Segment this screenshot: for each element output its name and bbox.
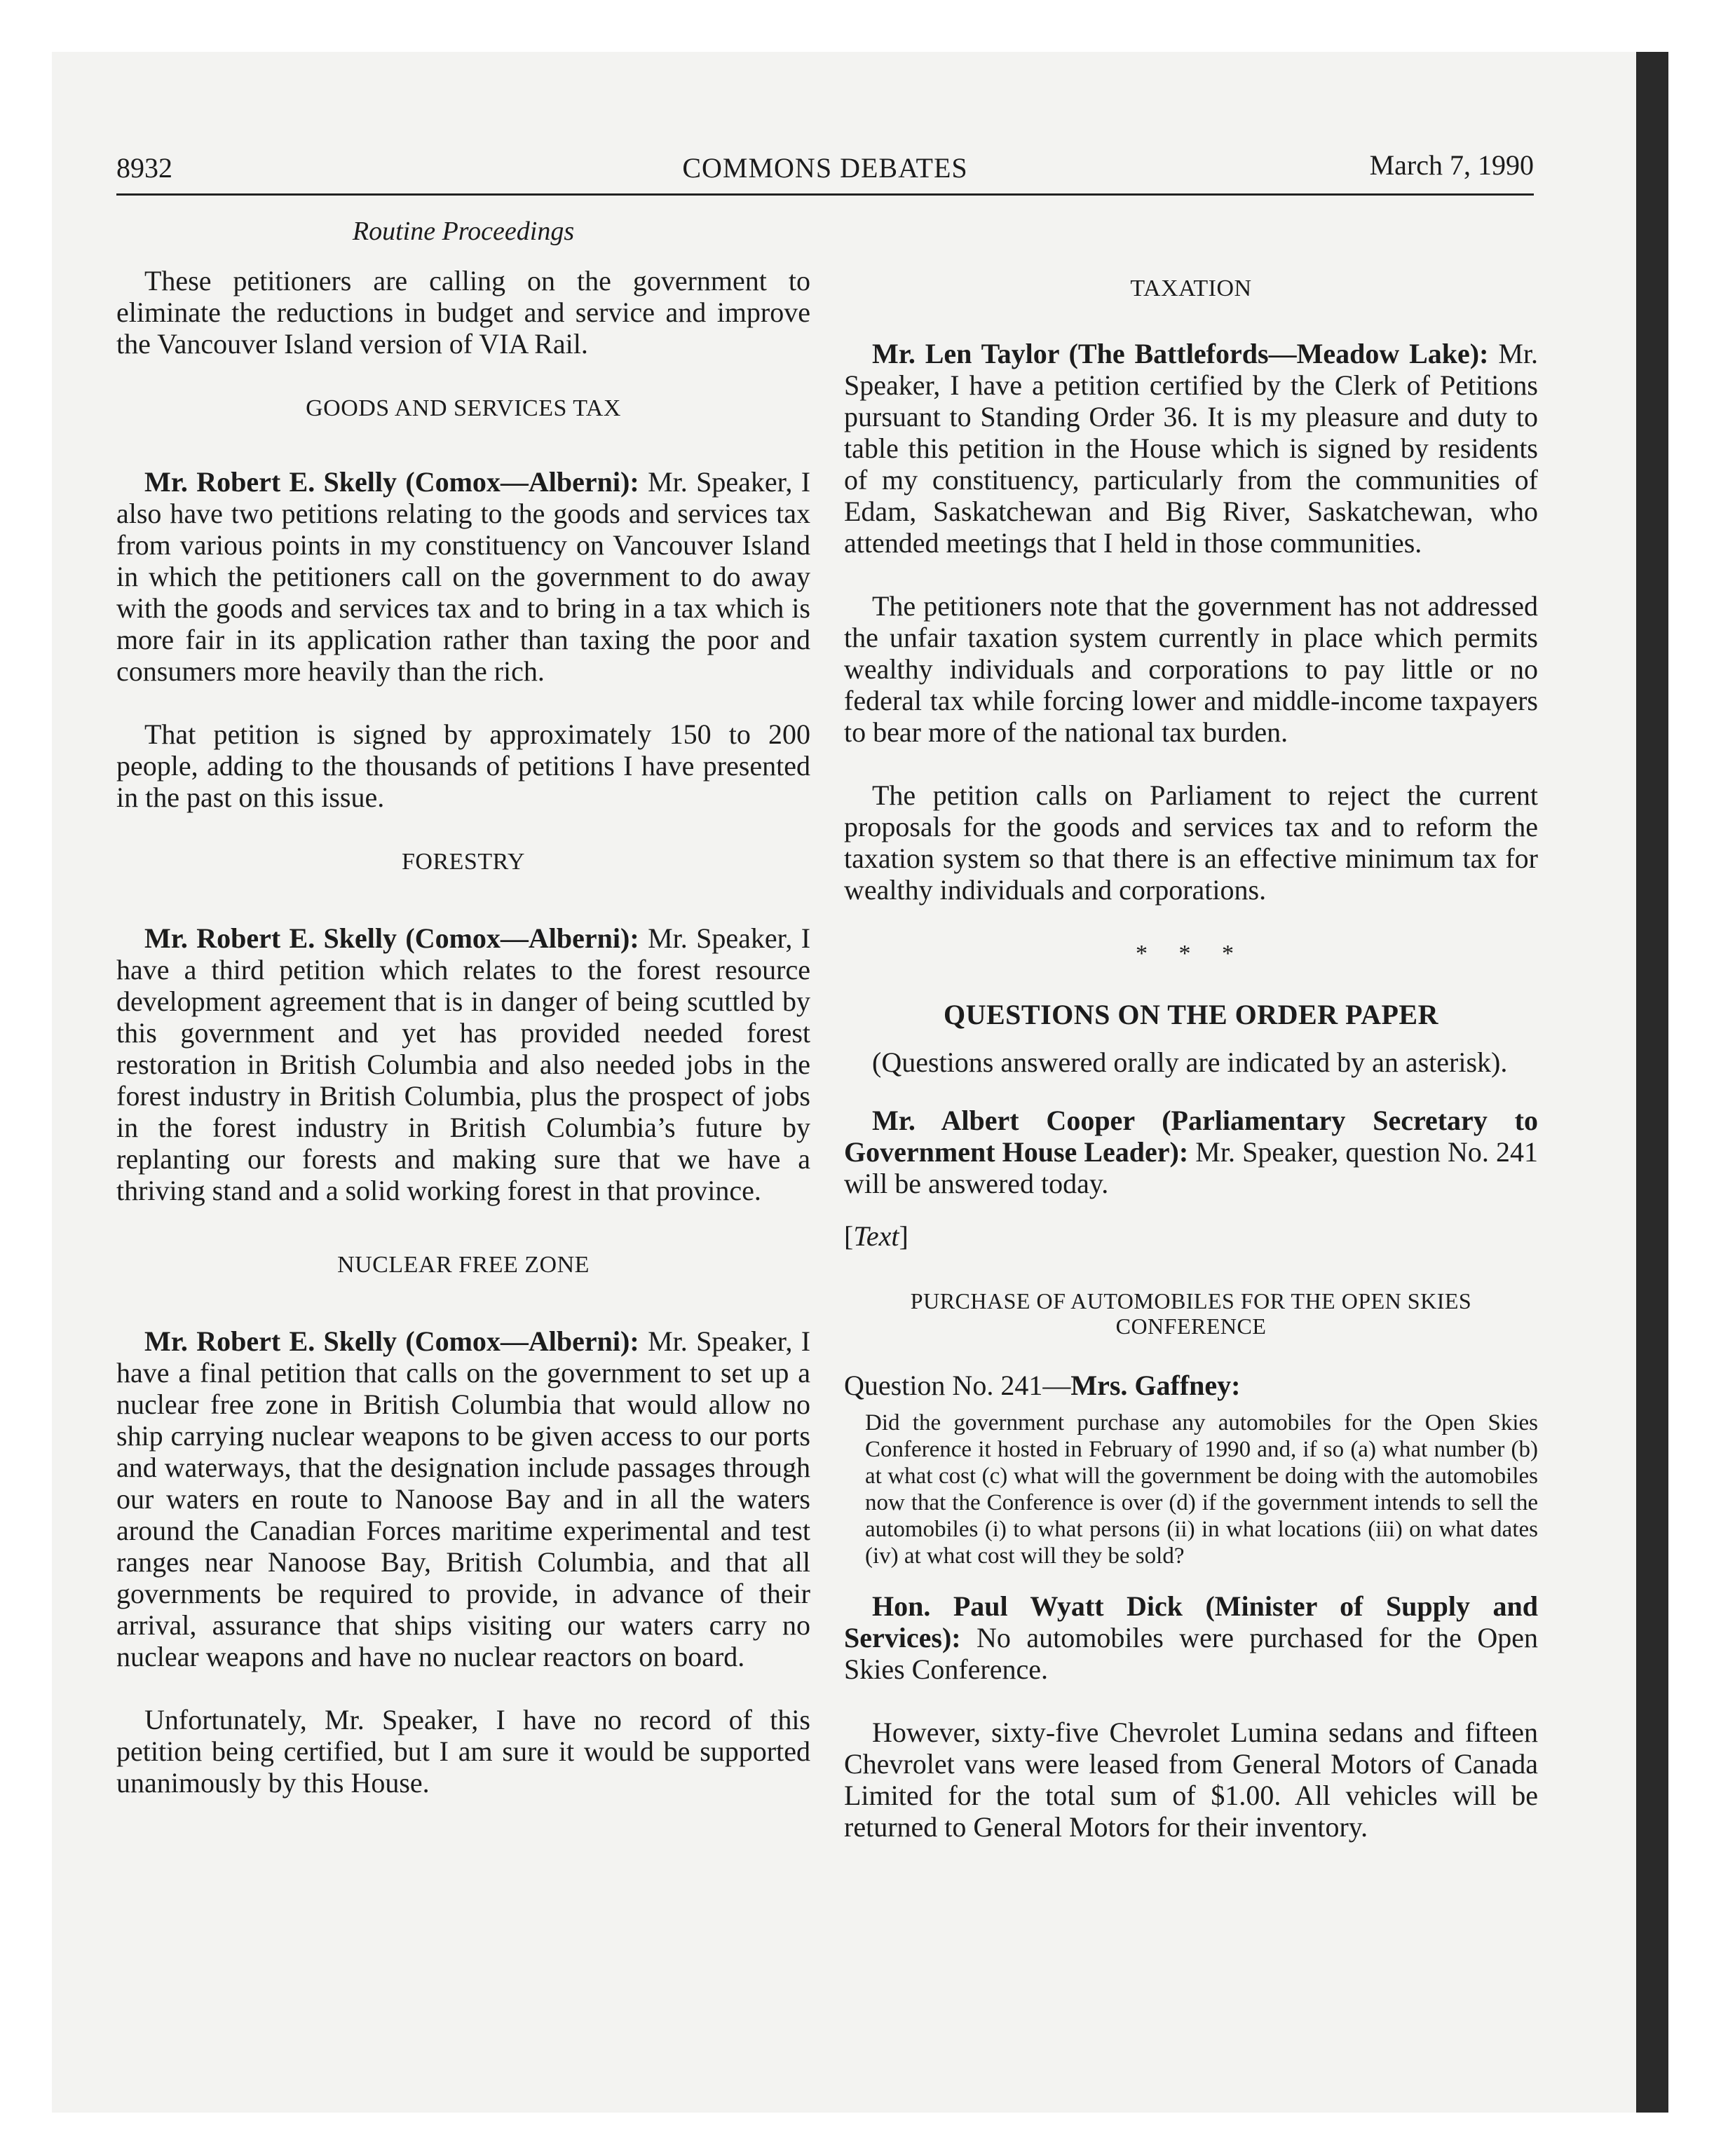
speech-text: Mr. Speaker, I have a third petition which relates to the forest resource development agreement that is in danger of being scuttled by this government and yet has provided needed forest restoration in British Columbia and also needed jobs in the forest industry in British Columbia, plus the prospect of jobs in the forest industry in British Columbia’s future by replanting our forests and making sure that we have a thriving stand and a solid working forest in that province. bbox=[116, 922, 811, 1206]
speech-text: Mr. Speaker, question No. 241 will be answered today. bbox=[844, 1136, 1539, 1199]
left-column bbox=[116, 217, 810, 1799]
speech-paragraph bbox=[116, 466, 810, 687]
speech-paragraph bbox=[844, 1590, 1538, 1685]
question-title bbox=[844, 1370, 1538, 1401]
heading-questions: QUESTIONS ON THE ORDER PAPER bbox=[944, 999, 1438, 1030]
speech-text: No automobiles were purchased for the Open Skies Conference. bbox=[844, 1622, 1539, 1685]
note-paragraph: (Questions answered orally are indicated by an asterisk). bbox=[872, 1046, 1508, 1078]
publication-title: COMMONS DEBATES bbox=[682, 152, 968, 184]
speaker-name: Mr. Robert E. Skelly (Comox—Alberni): bbox=[144, 1325, 639, 1357]
subheading-forestry: FORESTRY bbox=[402, 849, 525, 875]
right-column bbox=[844, 217, 1538, 1843]
page-header bbox=[116, 144, 1534, 196]
section-separator: * * * bbox=[1136, 941, 1246, 967]
speech-paragraph: The petitioners note that the government has not addressed the unfair taxation system currently in place which permits wealthy individuals and corporations to pay little or no federal tax while forcing lower and middle-income taxpayers to bear more of the national tax burden. bbox=[844, 590, 1538, 748]
speech-paragraph: The petition calls on Parliament to reject the current proposals for the goods and services tax and to reform the taxation system so that there is an effective minimum tax for wealthy individuals and corporations. bbox=[844, 779, 1538, 906]
subheading-taxation: TAXATION bbox=[1130, 275, 1252, 301]
petition-paragraph: These petitioners are calling on the government to eliminate the reductions in budget and service and improve the Vancouver Island version of VIA Rail. bbox=[116, 265, 810, 360]
subheading-gst: GOODS AND SERVICES TAX bbox=[306, 395, 621, 421]
speaker-name: Mr. Albert Cooper (Parliamentary Secretary to Government House Leader): bbox=[844, 1105, 1538, 1168]
speaker-name: Mr. Robert E. Skelly (Comox—Alberni): bbox=[144, 466, 639, 498]
scan-edge-shadow bbox=[1636, 52, 1668, 2113]
question-body: Did the government purchase any automobiles for the Open Skies Conference it hosted in February of 1990 and, if so (a) what number (b) at what cost (c) what will the government be doing with the automobiles now that the Conference is over (d) if the government intends to sell the automobiles (i) to what persons (ii) in what locations (iii) on what dates (iv) at what cost will they be sold? bbox=[865, 1410, 1538, 1569]
speech-paragraph bbox=[844, 1105, 1538, 1199]
sitting-date: March 7, 1990 bbox=[1369, 149, 1534, 181]
speaker-name: Hon. Paul Wyatt Dick (Minister of Supply and Services): bbox=[844, 1590, 1538, 1653]
section-label: Routine Proceedings bbox=[352, 217, 575, 246]
speaker-name: Mr. Robert E. Skelly (Comox—Alberni): bbox=[144, 922, 639, 954]
speech-paragraph: Unfortunately, Mr. Speaker, I have no record of this petition being certified, but I am sure it would be supported unanimously by this House. bbox=[116, 1704, 810, 1799]
subheading-purchase: PURCHASE OF AUTOMOBILES FOR THE OPEN SKIES CONFERENCE bbox=[910, 1288, 1472, 1339]
speech-paragraph bbox=[116, 1325, 810, 1672]
speech-paragraph bbox=[844, 338, 1538, 559]
petition-paragraph: That petition is signed by approximately 150 to 200 people, adding to the thousands of petitions I have presented in the past on this issue. bbox=[116, 718, 810, 813]
speech-paragraph: However, sixty-five Chevrolet Lumina sedans and fifteen Chevrolet vans were leased from General Motors of Canada Limited for the total sum of $1.00. All vehicles will be returned to General Motors for their inventory. bbox=[844, 1717, 1538, 1843]
text-marker: [Text] bbox=[844, 1220, 909, 1252]
speech-text: Mr. Speaker, I have a petition certified by the Clerk of Petitions pursuant to Standing Order 36. It is my pleasure and duty to table this petition in the House which is signed by residents of my constituency, particularly from the communities of Edam, Saskatchewan and Big River, Saskatchewan, who attended meetings that I held in those communities. bbox=[844, 338, 1538, 559]
text-marker-label: Text bbox=[853, 1220, 899, 1252]
subheading-nuclear: NUCLEAR FREE ZONE bbox=[337, 1252, 590, 1278]
page-number: 8932 bbox=[116, 152, 172, 184]
question-number: Question No. 241— bbox=[844, 1370, 1071, 1401]
question-asker: Mrs. Gaffney: bbox=[1070, 1370, 1241, 1401]
speech-paragraph bbox=[116, 922, 810, 1206]
speech-text: Mr. Speaker, I have a final petition that calls on the government to set up a nuclear free zone in British Columbia that would allow no ship carrying nuclear weapons to be given access to our ports and waterways, that the designation include passages through our waters en route to Nanoose Bay and in all the waters around the Canadian Forces maritime experimental and test ranges near Nanoose Bay, British Columbia, and that all governments be required to provide, in advance of their arrival, assurance that ships visiting our waters carry no nuclear weapons and have no nuclear reactors on board. bbox=[116, 1325, 811, 1672]
speech-text: Mr. Speaker, I also have two petitions relating to the goods and services tax from various points in my constituency on Vancouver Island in which the petitioners call on the government to do away with the goods and services tax and to bring in a tax which is more fair in its application rather than taxing the poor and consumers more heavily than the rich. bbox=[116, 466, 811, 687]
speaker-name: Mr. Len Taylor (The Battlefords—Meadow Lake): bbox=[872, 338, 1489, 369]
